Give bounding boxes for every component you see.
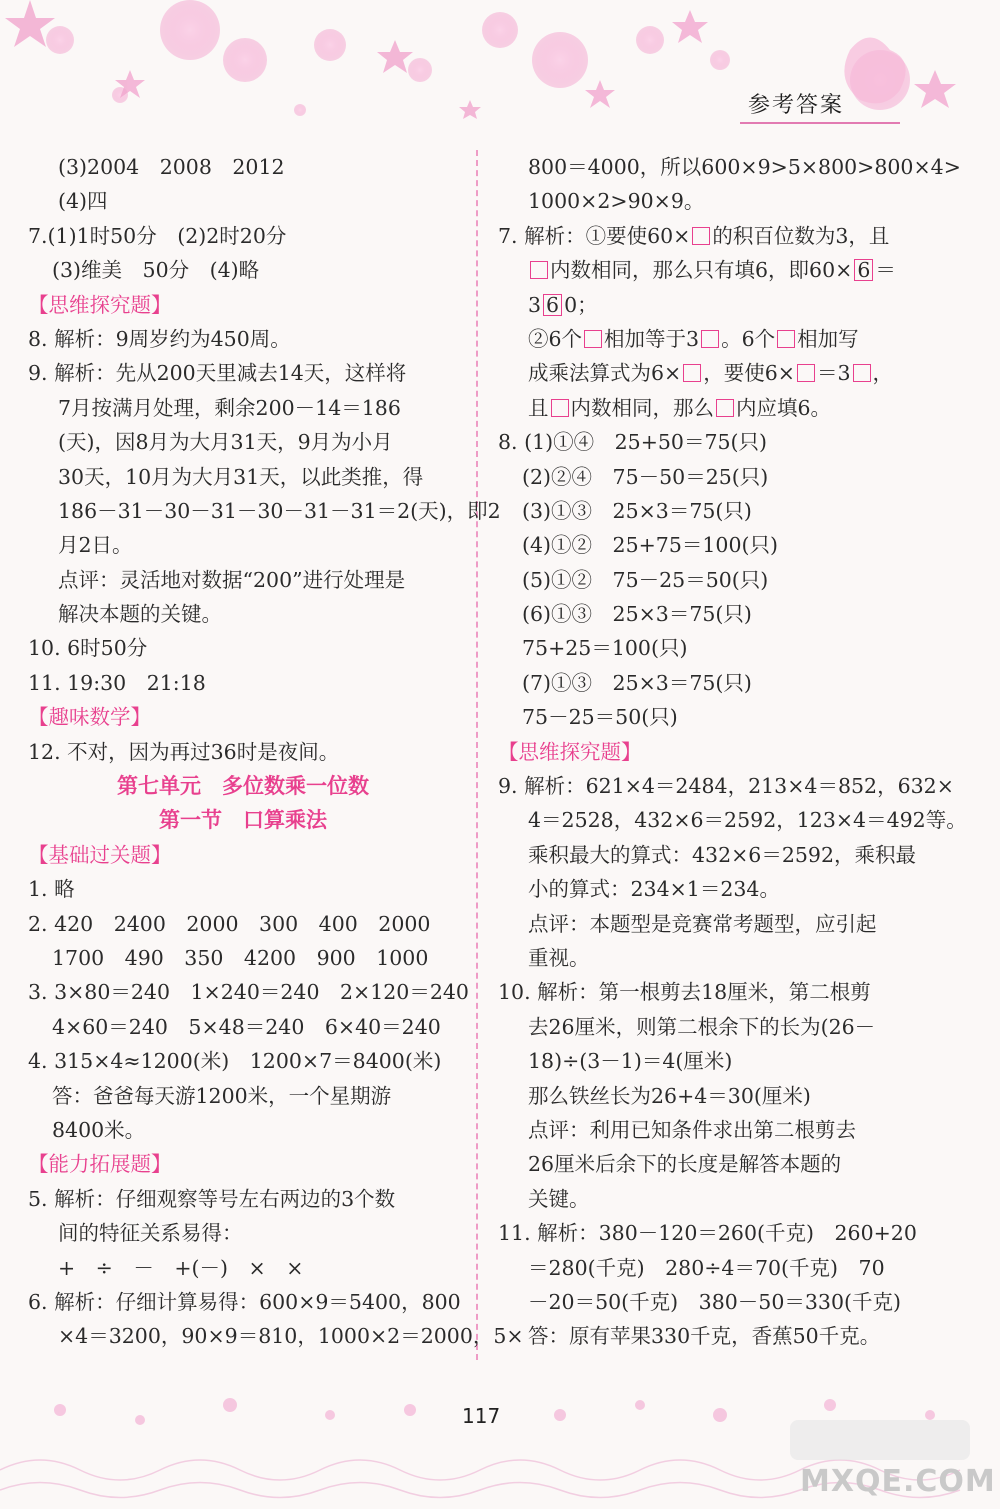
blank-box <box>584 330 602 348</box>
text-line: 月2日。 <box>58 533 133 558</box>
text-line: 7. 解析：①要使60× 的积百位数为3，且 <box>498 223 890 248</box>
text-line: 7月按满月处理，剩余200－14＝186 <box>58 395 401 420</box>
text-line: 9. 解析：621×4＝2484，213×4＝852，632× <box>498 774 954 799</box>
text-line: 内数相同，那么只有填6，即60× 6 ＝ <box>498 253 928 287</box>
text-line: (2)②④ 75－50＝25(只) <box>522 464 769 489</box>
text-line: 去26厘米，则第二根余下的长为(26－ <box>528 1014 876 1039</box>
text-line: ②6个 相加等于3 。6个 相加写 <box>528 326 859 351</box>
text-line: 1700 490 350 4200 900 1000 <box>52 945 429 970</box>
text-line: + ÷ － +(－) × × <box>58 1255 304 1280</box>
text-line: 5. 解析：仔细观察等号左右两边的3个数 <box>28 1186 396 1211</box>
section-heading: 【基础过关题】 <box>28 842 172 867</box>
text-line: (6)①③ 25×3＝75(只) <box>522 602 752 627</box>
filled-box: 6 <box>854 259 873 281</box>
text-line: －20＝50(千克) 380－50＝330(千克) <box>528 1289 902 1314</box>
text-line: (3)维美 50分 (4)略 <box>52 258 260 283</box>
section-heading: 【趣味数学】 <box>28 705 151 730</box>
text-line: 1000×2>90×9。 <box>528 189 705 214</box>
text-line: 乘积最大的算式：432×6＝2592，乘积最 <box>528 842 917 867</box>
section-heading: 【思维探究题】 <box>498 739 642 764</box>
header-title: 参考答案 <box>748 93 845 118</box>
blank-box <box>701 330 719 348</box>
page-number: 117 <box>462 1404 501 1428</box>
text-line: 8400米。 <box>52 1117 146 1142</box>
text-line: 4×60＝240 5×48＝240 6×40＝240 <box>52 1014 441 1039</box>
right-column <box>498 150 967 1354</box>
section-heading: 【思维探究题】 <box>28 292 172 317</box>
text-line: 8. (1)①④ 25+50＝75(只) <box>498 430 768 455</box>
comment-line: 点评：灵活地对数据“200”进行处理是 <box>58 567 406 592</box>
text-line: 1. 略 <box>28 877 75 902</box>
blank-box <box>853 364 871 382</box>
header-underline <box>740 122 900 124</box>
text-line: 3. 3×80＝240 1×240＝240 2×120＝240 <box>28 980 469 1005</box>
text-line: 3 6 0； <box>528 292 598 317</box>
blank-box <box>683 364 701 382</box>
text-line: 9. 解析：先从200天里减去14天，这样将 <box>28 361 407 386</box>
text-line: 关键。 <box>528 1186 590 1211</box>
text-line: 10. 6时50分 <box>28 636 148 661</box>
text-line: 11. 解析：380－120＝260(千克) 260+20 <box>498 1221 917 1246</box>
left-column <box>28 150 524 1354</box>
text-line: 重视。 <box>528 945 590 970</box>
star-decoration-header <box>0 0 1000 150</box>
text-line: 8. 解析：9周岁约为450周。 <box>28 326 291 351</box>
filled-box: 6 <box>543 294 562 316</box>
text-line: 26厘米后余下的长度是解答本题的 <box>528 1152 842 1177</box>
blank-box <box>692 227 710 245</box>
text-line: ×4＝3200，90×9＝810，1000×2＝2000，5× <box>58 1324 524 1349</box>
text-line: (4)①② 25+75＝100(只) <box>522 533 779 558</box>
blank-box <box>797 364 815 382</box>
text-line: (天)，因8月为大月31天，9月为小月 <box>58 430 393 455</box>
text-line: 30天，10月为大月31天，以此类推，得 <box>58 464 424 489</box>
text-line: 间的特征关系易得： <box>58 1221 243 1246</box>
text-line: 4＝2528，432×6＝2592，123×4＝492等。 <box>528 808 967 833</box>
text-line: 那么铁丝长为26+4＝30(厘米) <box>528 1083 811 1108</box>
unit-title: 第七单元 多位数乘一位数 <box>117 774 369 799</box>
section-heading: 【能力拓展题】 <box>28 1152 172 1177</box>
text-line: (5)①② 75－25＝50(只) <box>522 567 769 592</box>
text-line: 7.(1)1时50分 (2)2时20分 <box>28 223 287 248</box>
text-line: 且 内数相同，那么 内应填6。 <box>528 395 832 420</box>
lesson-title: 第一节 口算乘法 <box>159 808 327 833</box>
text-line: (3)①③ 25×3＝75(只) <box>522 498 752 523</box>
text-line: 18)÷(3－1)＝4(厘米) <box>528 1049 733 1074</box>
text-line: 答：爸爸每天游1200米，一个星期游 <box>52 1083 392 1108</box>
watermark-text: MXQE.COM <box>800 1464 996 1499</box>
text-line: 小的算式：234×1＝234。 <box>528 877 780 902</box>
text-line: 答：原有苹果330千克，香蕉50千克。 <box>528 1324 881 1349</box>
column-divider <box>476 150 478 1360</box>
text-line: 10. 解析：第一根剪去18厘米，第二根剪 <box>498 980 871 1005</box>
text-line: 解决本题的关键。 <box>58 602 222 627</box>
comment-line: 点评：本题型是竞赛常考题型，应引起 <box>528 911 877 936</box>
text-line: 75－25＝50(只) <box>522 705 678 730</box>
text-line: 186－31－30－31－30－31－31＝2(天)，即2 <box>58 498 501 523</box>
text-line: (4)四 <box>58 189 108 214</box>
text-line: 2. 420 2400 2000 300 400 2000 <box>28 911 431 936</box>
text-line: 6. 解析：仔细计算易得：600×9＝5400，800 <box>28 1289 461 1314</box>
text-line: 成乘法算式为6× ，要使6× ＝3 ， <box>528 361 894 386</box>
blank-box <box>530 261 548 279</box>
blank-box <box>777 330 795 348</box>
text-line: 75+25＝100(只) <box>522 636 688 661</box>
text-line: 800＝4000，所以600×9>5×800>800×4> <box>528 155 961 179</box>
text-line: ＝280(千克) 280÷4＝70(千克) 70 <box>528 1255 885 1280</box>
blank-box <box>716 399 734 417</box>
text-line: 4. 315×4≈1200(米) 1200×7＝8400(米) <box>28 1049 442 1074</box>
text-line: (3)2004 2008 2012 <box>58 155 285 179</box>
comment-line: 点评：利用已知条件求出第二根剪去 <box>528 1117 856 1142</box>
text-line: 11. 19:30 21:18 <box>28 670 206 695</box>
text-line: (7)①③ 25×3＝75(只) <box>522 670 752 695</box>
blank-box <box>551 399 569 417</box>
text-line: 12. 不对，因为再过36时是夜间。 <box>28 739 340 764</box>
